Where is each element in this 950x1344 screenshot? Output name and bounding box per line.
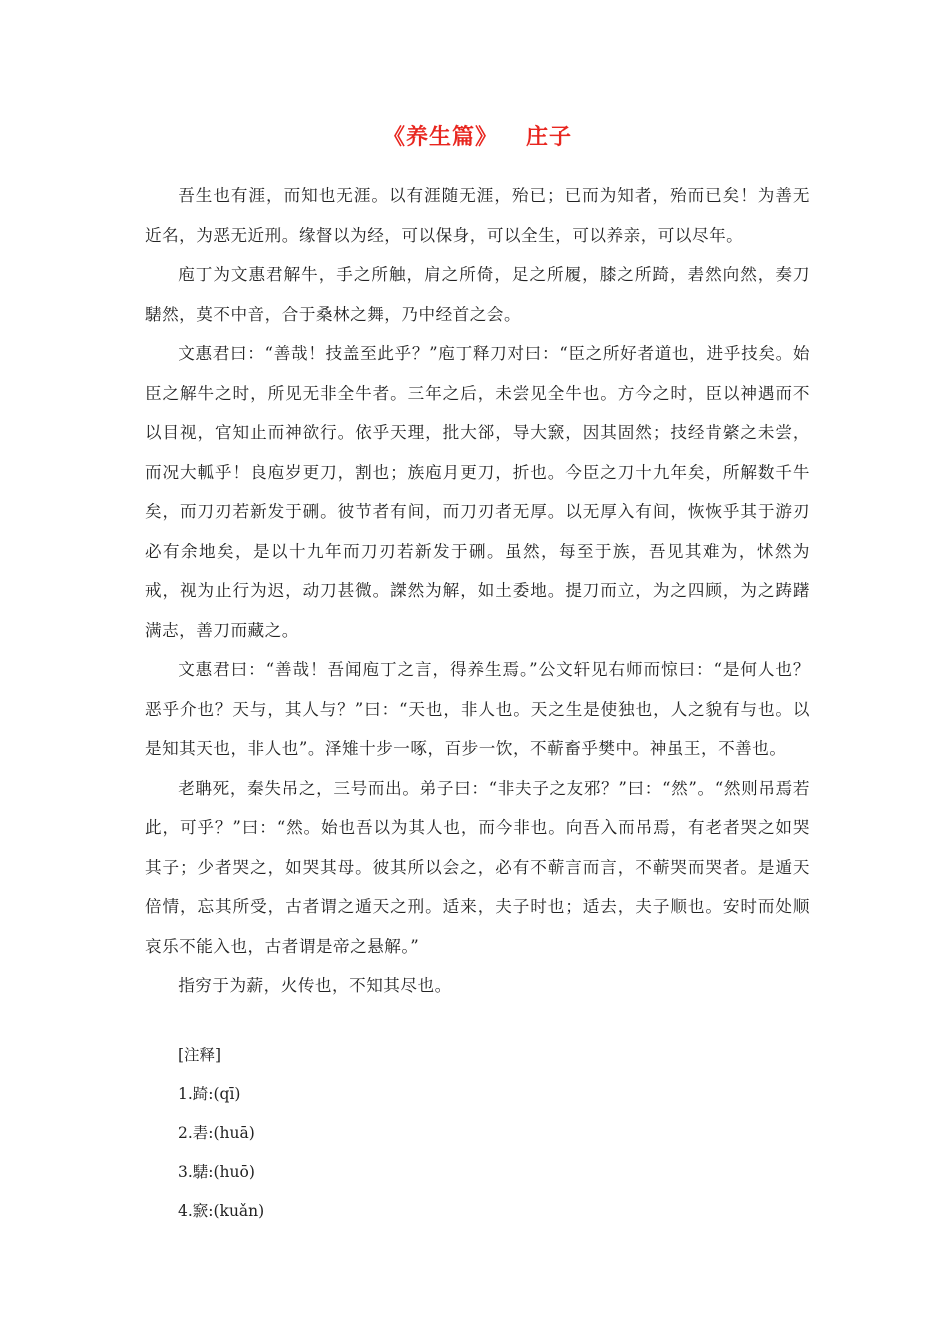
page-title [145,120,810,154]
body-text [145,176,810,1006]
paragraph: 老聃死，秦失吊之，三号而出。弟子曰：“非夫子之友邪？”曰：“然”。“然则吊焉若此，可乎？”曰：“然。始也吾以为其人也，而今非也。向吾入而吊焉，有老者哭之如哭其子；少者哭之，如哭其母。彼其所以会之，必有不蕲言而言，不蕲哭而哭者。是遁天倍情，忘其所受，古者谓之遁天之刑。适来，夫子时也；适去，夫子顺也。安时而处顺哀乐不能入也，古者谓是帝之悬解。” [145,778,810,956]
notes-heading: [注释] [178,1045,222,1064]
note-item: 4.窾:(kuǎn) [178,1201,265,1220]
title-author: 庄子 [526,124,573,150]
paragraph: 文惠君曰：“善哉！吾闻庖丁之言，得养生焉。”公文轩见右师而惊曰：“是何人也？恶乎介也？天与，其人与？”曰：“天也，非人也。天之生是使独也，人之貌有与也。以是知其天也，非人也”。泽雉十步一啄，百步一饮，不蕲畜乎樊中。神虽王，不善也。 [145,660,810,758]
note-item: 1.踦:(qī) [178,1084,241,1103]
notes-section [145,1036,810,1231]
paragraph: 吾生也有涯，而知也无涯。以有涯随无涯，殆已；已而为知者，殆而已矣！为善无近名，为恶无近刑。缘督以为经，可以保身，可以全生，可以养亲，可以尽年。 [145,186,810,245]
paragraph: 庖丁为文惠君解牛，手之所触，肩之所倚，足之所履，膝之所踦，砉然向然，奏刀騞然，莫不中音，合于桑林之舞，乃中经首之会。 [145,265,810,324]
paragraph: 文惠君曰：“善哉！技盖至此乎？”庖丁释刀对曰：“臣之所好者道也，进乎技矣。始臣之解牛之时，所见无非全牛者。三年之后，未尝见全牛也。方今之时，臣以神遇而不以目视，官知止而神欲行。依乎天理，批大郤，导大窾，因其固然；技经肯綮之未尝，而况大軱乎！良庖岁更刀，割也；族庖月更刀，折也。今臣之刀十九年矣，所解数千牛矣，而刀刃若新发于硎。彼节者有间，而刀刃者无厚。以无厚入有间，恢恢乎其于游刃必有余地矣，是以十九年而刀刃若新发于硎。虽然，每至于族，吾见其难为，怵然为戒，视为止行为迟，动刀甚微。謋然为解，如土委地。提刀而立，为之四顾，为之踌躇满志，善刀而藏之。 [145,344,810,640]
title-book-name: 《养生篇》 [382,124,498,150]
note-item: 2.砉:(huā) [178,1123,255,1142]
note-item: 3.騞:(huō) [178,1162,255,1181]
paragraph: 指穷于为薪，火传也，不知其尽也。 [178,976,452,995]
document-page [145,120,810,1231]
